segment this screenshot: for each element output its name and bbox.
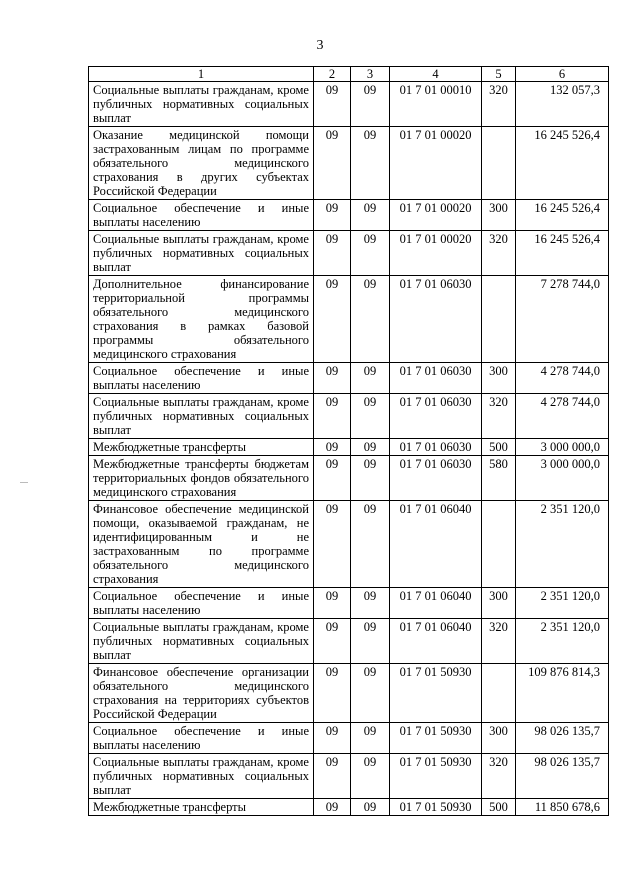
table-row	[89, 231, 609, 276]
row-subsection-cell: 09	[351, 439, 390, 456]
row-name-cell: Социальное обеспечение и иные выплаты населению	[89, 588, 314, 619]
row-amount-cell: 16 245 526,4	[516, 127, 609, 200]
row-subsection-cell: 09	[351, 619, 390, 664]
column-header: 4	[390, 67, 482, 82]
row-subsection-cell: 09	[351, 456, 390, 501]
row-subsection-cell: 09	[351, 394, 390, 439]
table-row	[89, 588, 609, 619]
row-amount-cell: 132 057,3	[516, 82, 609, 127]
row-target-article-cell: 01 7 01 50930	[390, 664, 482, 723]
table-row	[89, 394, 609, 439]
row-name-cell: Дополнительное финансирование территориальной программы обязательного медицинского страхования в рамках базовой программы обязательного медицинского страхования	[89, 276, 314, 363]
row-subsection-cell: 09	[351, 276, 390, 363]
row-name-cell: Оказание медицинской помощи застрахованным лицам по программе обязательного медицинского страхования в других субъектах Российской Федерации	[89, 127, 314, 200]
row-subsection-cell: 09	[351, 363, 390, 394]
row-target-article-cell: 01 7 01 00020	[390, 200, 482, 231]
row-name-cell: Социальное обеспечение и иные выплаты населению	[89, 363, 314, 394]
row-expense-type-cell: 320	[482, 82, 516, 127]
row-amount-cell: 16 245 526,4	[516, 231, 609, 276]
row-name-cell: Социальные выплаты гражданам, кроме публичных нормативных социальных выплат	[89, 619, 314, 664]
row-subsection-cell: 09	[351, 664, 390, 723]
row-expense-type-cell: 500	[482, 439, 516, 456]
row-expense-type-cell	[482, 276, 516, 363]
table-row	[89, 664, 609, 723]
margin-mark	[20, 482, 28, 483]
row-subsection-cell: 09	[351, 723, 390, 754]
row-subsection-cell: 09	[351, 754, 390, 799]
table-row	[89, 82, 609, 127]
row-subsection-cell: 09	[351, 200, 390, 231]
row-amount-cell: 2 351 120,0	[516, 501, 609, 588]
row-section-cell: 09	[314, 456, 351, 501]
row-amount-cell: 4 278 744,0	[516, 394, 609, 439]
row-section-cell: 09	[314, 799, 351, 816]
row-section-cell: 09	[314, 501, 351, 588]
column-header: 3	[351, 67, 390, 82]
row-target-article-cell: 01 7 01 50930	[390, 799, 482, 816]
row-expense-type-cell: 300	[482, 723, 516, 754]
table-row	[89, 723, 609, 754]
column-header: 2	[314, 67, 351, 82]
row-name-cell: Социальные выплаты гражданам, кроме публичных нормативных социальных выплат	[89, 231, 314, 276]
row-name-cell: Социальные выплаты гражданам, кроме публичных нормативных социальных выплат	[89, 754, 314, 799]
row-subsection-cell: 09	[351, 82, 390, 127]
table-row	[89, 127, 609, 200]
row-target-article-cell: 01 7 01 06030	[390, 276, 482, 363]
row-target-article-cell: 01 7 01 00020	[390, 231, 482, 276]
row-section-cell: 09	[314, 82, 351, 127]
table-row	[89, 439, 609, 456]
row-expense-type-cell: 300	[482, 200, 516, 231]
row-subsection-cell: 09	[351, 588, 390, 619]
row-subsection-cell: 09	[351, 231, 390, 276]
row-target-article-cell: 01 7 01 00010	[390, 82, 482, 127]
row-section-cell: 09	[314, 394, 351, 439]
budget-table	[88, 66, 609, 816]
row-name-cell: Финансовое обеспечение медицинской помощи, оказываемой гражданам, не идентифицированным и не застрахованным по программе обязательного медицинского страхования	[89, 501, 314, 588]
row-section-cell: 09	[314, 588, 351, 619]
table-row	[89, 276, 609, 363]
table-row	[89, 363, 609, 394]
row-amount-cell: 16 245 526,4	[516, 200, 609, 231]
row-name-cell: Социальные выплаты гражданам, кроме публичных нормативных социальных выплат	[89, 394, 314, 439]
row-subsection-cell: 09	[351, 501, 390, 588]
row-target-article-cell: 01 7 01 00020	[390, 127, 482, 200]
row-name-cell: Межбюджетные трансферты	[89, 799, 314, 816]
row-target-article-cell: 01 7 01 50930	[390, 754, 482, 799]
table-row	[89, 501, 609, 588]
row-expense-type-cell: 320	[482, 231, 516, 276]
row-amount-cell: 4 278 744,0	[516, 363, 609, 394]
row-target-article-cell: 01 7 01 06040	[390, 501, 482, 588]
row-name-cell: Финансовое обеспечение организации обязательного медицинского страхования на территориях субъектов Российской Федерации	[89, 664, 314, 723]
row-name-cell: Социальное обеспечение и иные выплаты населению	[89, 723, 314, 754]
row-section-cell: 09	[314, 619, 351, 664]
row-target-article-cell: 01 7 01 06030	[390, 363, 482, 394]
row-expense-type-cell: 500	[482, 799, 516, 816]
row-section-cell: 09	[314, 276, 351, 363]
row-amount-cell: 3 000 000,0	[516, 456, 609, 501]
column-header: 1	[89, 67, 314, 82]
row-section-cell: 09	[314, 723, 351, 754]
row-amount-cell: 11 850 678,6	[516, 799, 609, 816]
row-expense-type-cell	[482, 127, 516, 200]
row-amount-cell: 3 000 000,0	[516, 439, 609, 456]
table-row	[89, 799, 609, 816]
row-amount-cell: 109 876 814,3	[516, 664, 609, 723]
table-header-row	[89, 67, 609, 82]
page-number: 3	[316, 38, 324, 53]
row-section-cell: 09	[314, 439, 351, 456]
row-subsection-cell: 09	[351, 127, 390, 200]
row-target-article-cell: 01 7 01 06040	[390, 619, 482, 664]
row-section-cell: 09	[314, 200, 351, 231]
table-row	[89, 200, 609, 231]
row-amount-cell: 98 026 135,7	[516, 754, 609, 799]
row-target-article-cell: 01 7 01 50930	[390, 723, 482, 754]
row-expense-type-cell	[482, 664, 516, 723]
row-expense-type-cell: 300	[482, 588, 516, 619]
row-name-cell: Социальные выплаты гражданам, кроме публичных нормативных социальных выплат	[89, 82, 314, 127]
row-section-cell: 09	[314, 231, 351, 276]
row-expense-type-cell: 300	[482, 363, 516, 394]
row-target-article-cell: 01 7 01 06030	[390, 439, 482, 456]
row-target-article-cell: 01 7 01 06030	[390, 456, 482, 501]
row-name-cell: Межбюджетные трансферты	[89, 439, 314, 456]
column-header: 5	[482, 67, 516, 82]
row-name-cell: Межбюджетные трансферты бюджетам территориальных фондов обязательного медицинского страхования	[89, 456, 314, 501]
table-row	[89, 456, 609, 501]
row-expense-type-cell: 320	[482, 754, 516, 799]
column-header: 6	[516, 67, 609, 82]
row-section-cell: 09	[314, 363, 351, 394]
row-expense-type-cell: 320	[482, 394, 516, 439]
table-row	[89, 754, 609, 799]
row-expense-type-cell	[482, 501, 516, 588]
row-section-cell: 09	[314, 664, 351, 723]
row-target-article-cell: 01 7 01 06040	[390, 588, 482, 619]
row-section-cell: 09	[314, 754, 351, 799]
row-amount-cell: 7 278 744,0	[516, 276, 609, 363]
row-subsection-cell: 09	[351, 799, 390, 816]
row-amount-cell: 2 351 120,0	[516, 588, 609, 619]
row-target-article-cell: 01 7 01 06030	[390, 394, 482, 439]
row-name-cell: Социальное обеспечение и иные выплаты населению	[89, 200, 314, 231]
row-amount-cell: 98 026 135,7	[516, 723, 609, 754]
row-amount-cell: 2 351 120,0	[516, 619, 609, 664]
row-expense-type-cell: 320	[482, 619, 516, 664]
table-body	[89, 67, 609, 816]
table-row	[89, 619, 609, 664]
row-section-cell: 09	[314, 127, 351, 200]
row-expense-type-cell: 580	[482, 456, 516, 501]
